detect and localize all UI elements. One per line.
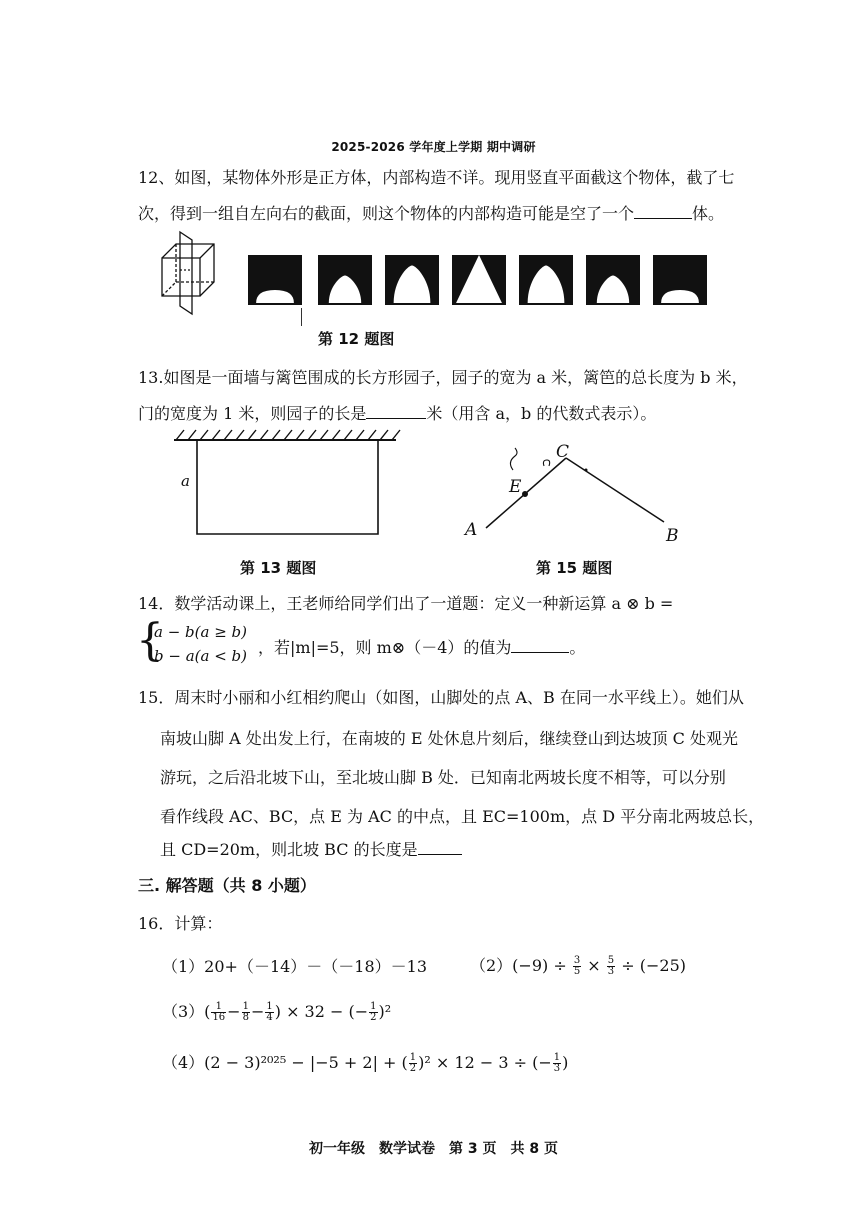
q16-p2-pre: （2）(−9) ÷ [470,956,572,975]
cube-diagram [158,230,228,316]
cross-section-2 [318,255,372,305]
slice-hole-arch [528,266,565,304]
fraction-1-8 [242,1002,250,1023]
frac-den: 8 [242,1012,249,1023]
q16-title: 16．计算： [138,914,223,933]
slice-hole-arch [597,276,629,304]
slice-hole-arch [394,266,431,304]
q14-condition-text: ，若|m|=5，则 m⊗（－4）的值为 [258,638,512,657]
q15-line4: 看作线段 AC、BC，点 E 为 AC 的中点，且 EC=100m，点 D 平分南北两坡总长， [160,807,765,826]
frac-num: 3 [573,955,581,966]
q13-line2-text: 门的宽度为 1 米，则园子的长是 [138,404,367,423]
scan-mark [301,308,302,326]
frac-den: 2 [370,1012,377,1023]
q13-label-a: a [181,472,190,490]
q14-case2: b − a(a < b) [154,647,248,665]
q12-caption: 第 12 题图 [318,330,395,348]
frac-num: 1 [211,1002,226,1013]
q16-p2-post: ÷ (−25) [616,956,686,975]
page-footer: 初一年级 数学试卷 第 3 页 共 8 页 [309,1141,558,1157]
fraction-3-5 [573,956,581,977]
q16-p4-pre: （4）(2 − 3)²⁰²⁵ − |−5 + 2| + ( [162,1053,408,1072]
q13-answer-blank[interactable] [366,402,426,419]
q13-figure [170,426,402,538]
fraction-1-2 [369,1002,377,1023]
q15-answer-blank[interactable] [418,838,462,855]
slice-hole-dome [256,290,294,303]
frac-num: 1 [409,1052,417,1063]
fraction-1-2b [409,1053,417,1074]
label-point-e: E [509,477,522,497]
q15-line2: 南坡山脚 A 处出发上行，在南坡的 E 处休息片刻后，继续登山到达坡顶 C 处观光 [160,729,738,748]
q14-answer-blank[interactable] [511,636,569,653]
point-d-dot [585,469,588,472]
frac-num: 5 [607,955,615,966]
q16-part2 [470,956,686,977]
frac-den: 16 [212,1012,226,1023]
q16-p4-mid: )² × 12 − 3 ÷ (− [418,1053,552,1072]
fraction-1-16 [211,1002,226,1023]
q15-line3: 游玩，之后沿北坡下山，至北坡山脚 B 处．已知南北两坡长度不相等，可以分别 [160,768,726,787]
q16-part1: （1）20+（－14）－（－18）－13 [162,957,428,976]
q13-caption: 第 13 题图 [240,559,317,577]
frac-den: 2 [409,1063,417,1074]
q15-line5-text: 且 CD=20m，则北坡 BC 的长度是 [160,840,418,859]
label-point-c: C [556,442,570,462]
q14-line1: 14．数学活动课上，王老师给同学们出了一道题：定义一种新运算 a ⊗ b = [138,594,674,613]
frac-num: 1 [553,1052,561,1063]
q14-condition [258,636,585,658]
cross-section-5 [519,255,573,305]
frac-den: 3 [607,966,615,977]
frac-den: 4 [266,1012,273,1023]
slice-hole-triangle [456,255,502,303]
exam-header: 2025-2026 学年度上学期 期中调研 [331,140,536,154]
q16-p3-pre: （3）( [162,1002,211,1021]
cross-section-4 [452,255,506,305]
frac-num: 1 [370,1001,377,1012]
cross-section-1 [248,255,302,305]
q15-caption: 第 15 题图 [536,559,613,577]
q12-line2-text: 次，得到一组自左向右的截面，则这个物体的内部构造可能是空了一个 [138,204,635,223]
slice-hole-arch [329,276,361,304]
slice-hole-dome [661,290,699,303]
frac-num: 1 [266,1001,273,1012]
q12-line2-end: 体。 [692,204,725,223]
fraction-1-3 [553,1053,561,1074]
piecewise-brace: { [136,615,164,666]
q12-line1: 12、如图，某物体外形是正方体，内部构造不详。现用竖直平面截这个物体，截了七 [138,168,735,187]
q16-part3: （3）( $\frac{1}{16}$ − $\frac{1}{8}$ − $\frac{1}{4}$ ) × 32 − (− $\frac{1}{2}$ )² [162,1001,392,1023]
q12-answer-blank[interactable] [634,202,692,219]
q12-line2 [138,202,724,224]
frac-den: 3 [553,1063,561,1074]
q14-condition-end: 。 [569,638,586,657]
point-e-dot [522,491,528,497]
frac-num: 1 [242,1001,249,1012]
cross-section-6 [586,255,640,305]
fraction-5-3 [607,956,615,977]
q13-line2-end: 米（用含 a，b 的代数式表示）。 [426,404,657,423]
q15-line5 [160,838,462,860]
q13-line1: 13.如图是一面墙与篱笆围成的长方形园子，园子的宽为 a 米，篱笆的总长度为 b 米， [138,368,748,387]
frac-den: 5 [573,966,581,977]
q16-p3-post: )² [378,1002,392,1021]
q14-case1: a − b(a ≥ b) [154,623,248,641]
fraction-1-4 [265,1002,273,1023]
q16-part4 [162,1053,568,1074]
cross-section-3 [385,255,439,305]
q16-p4-post: ) [562,1053,569,1072]
q16-p3-mid: ) × 32 − (− [274,1002,369,1021]
label-point-a: A [465,520,478,540]
cross-section-7 [653,255,707,305]
q16-p2-mid: × [582,956,606,975]
q15-line1: 15．周末时小丽和小红相约爬山（如图，山脚处的点 A、B 在同一水平线上）。她们从 [138,688,744,707]
label-point-b: B [666,526,679,546]
section-3-title: 三. 解答题（共 8 小题） [138,876,316,895]
q13-line2 [138,402,656,424]
